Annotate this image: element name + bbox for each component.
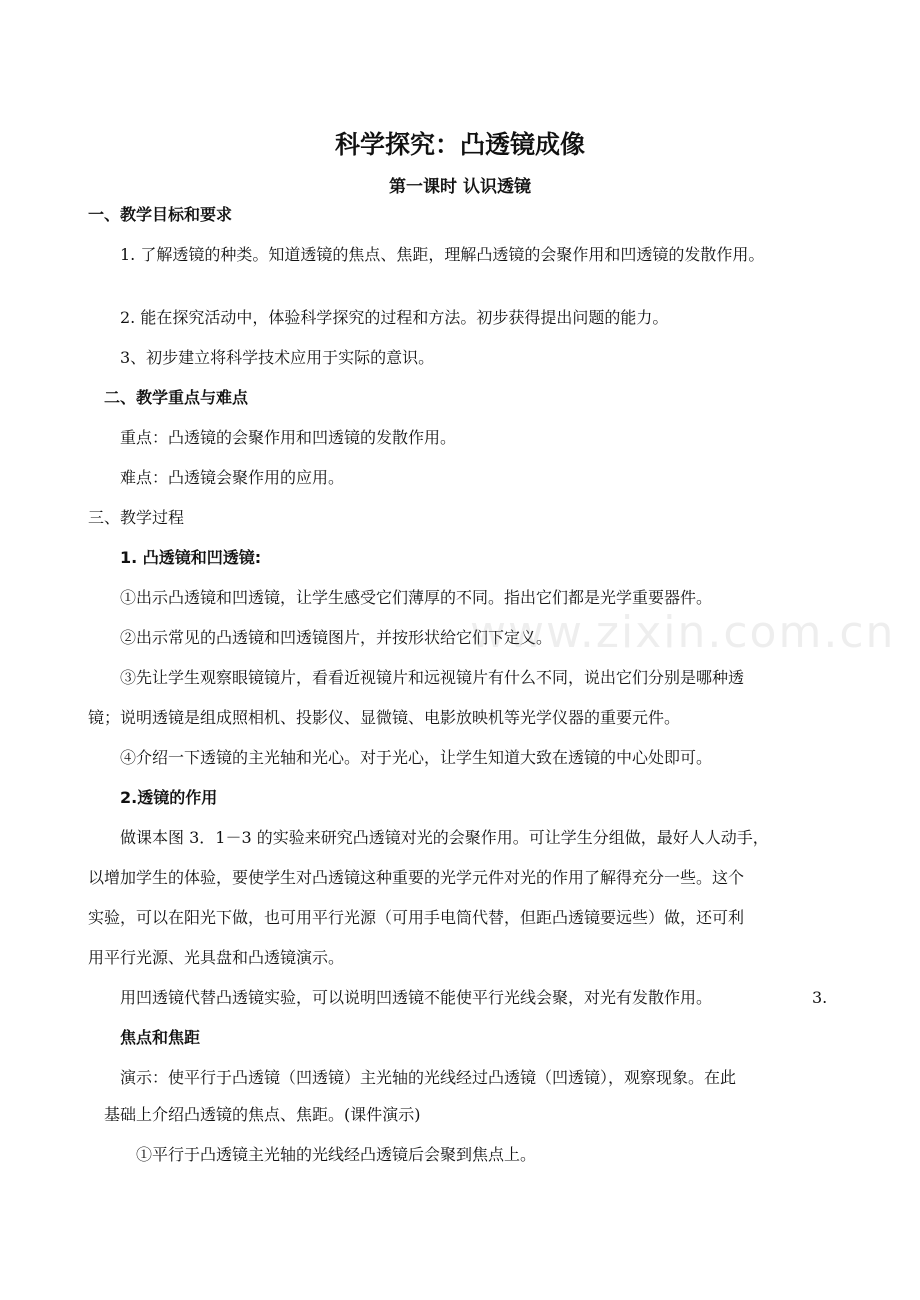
part3-line-1: 演示：使平行于凸透镜（凹透镜）主光轴的光线经过凸透镜（凹透镜），观察现象。在此 — [120, 1068, 737, 1087]
section3-heading: 三、教学过程 — [88, 508, 185, 527]
part1-item-3-cont: 镜；说明透镜是组成照相机、投影仪、显微镜、电影放映机等光学仪器的重要元件。 — [88, 708, 681, 727]
part2-line-2: 以增加学生的体验，要使学生对凸透镜这种重要的光学元件对光的作用了解得充分一些。这个 — [88, 868, 745, 887]
part2-line-4: 用平行光源、光具盘和凸透镜演示。 — [88, 948, 345, 967]
part1-item-1: ①出示凸透镜和凹透镜，让学生感受它们薄厚的不同。指出它们都是光学重要器件。 — [120, 588, 713, 607]
document-title: 科学探究：凸透镜成像 — [334, 130, 585, 159]
part2-line-3: 实验，可以在阳光下做，也可用平行光源（可用手电筒代替，但距凸透镜要远些）做，还可利 — [88, 908, 745, 927]
part1-item-3: ③先让学生观察眼镜镜片，看看近视镜片和远视镜片有什么不同，说出它们分别是哪种透 — [120, 668, 745, 687]
objective-item-1: 1. 了解透镜的种类。知道透镜的焦点、焦距，理解凸透镜的会聚作用和凹透镜的发散作用。 — [120, 245, 765, 264]
part2-last-line: 用凹透镜代替凸透镜实验，可以说明凹透镜不能使平行光线会聚，对光有发散作用。 — [120, 988, 713, 1007]
section2-heading: 二、教学重点与难点 — [104, 388, 249, 407]
part3-line-3: ①平行于凸透镜主光轴的光线经凸透镜后会聚到焦点上。 — [136, 1145, 537, 1164]
objective-item-3: 3、初步建立将科学技术应用于实际的意识。 — [120, 348, 435, 367]
part1-heading: 1. 凸透镜和凹透镜: — [120, 548, 262, 567]
part1-item-2: ②出示常见的凸透镜和凹透镜图片，并按形状给它们下定义。 — [120, 628, 553, 647]
difficulty-point: 难点：凸透镜会聚作用的应用。 — [120, 468, 345, 487]
key-point: 重点：凸透镜的会聚作用和凹透镜的发散作用。 — [120, 428, 457, 447]
objective-item-2: 2. 能在探究活动中，体验科学探究的过程和方法。初步获得提出问题的能力。 — [120, 308, 669, 327]
part3-line-2: 基础上介绍凸透镜的焦点、焦距。(课件演示) — [104, 1105, 421, 1124]
part3-heading: 焦点和焦距 — [120, 1028, 201, 1047]
lesson-subtitle: 第一课时 认识透镜 — [389, 177, 531, 197]
section1-heading: 一、教学目标和要求 — [88, 205, 233, 224]
watermark-text: www.zixin.com.cn — [470, 607, 896, 658]
part2-line-1: 做课本图 3．1－3 的实验来研究凸透镜对光的会聚作用。可让学生分组做，最好人人动手， — [120, 828, 769, 847]
part2-heading: 2.透镜的作用 — [120, 788, 218, 807]
part3-number: 3. — [812, 988, 828, 1007]
part1-item-4: ④介绍一下透镜的主光轴和光心。对于光心，让学生知道大致在透镜的中心处即可。 — [120, 748, 713, 767]
